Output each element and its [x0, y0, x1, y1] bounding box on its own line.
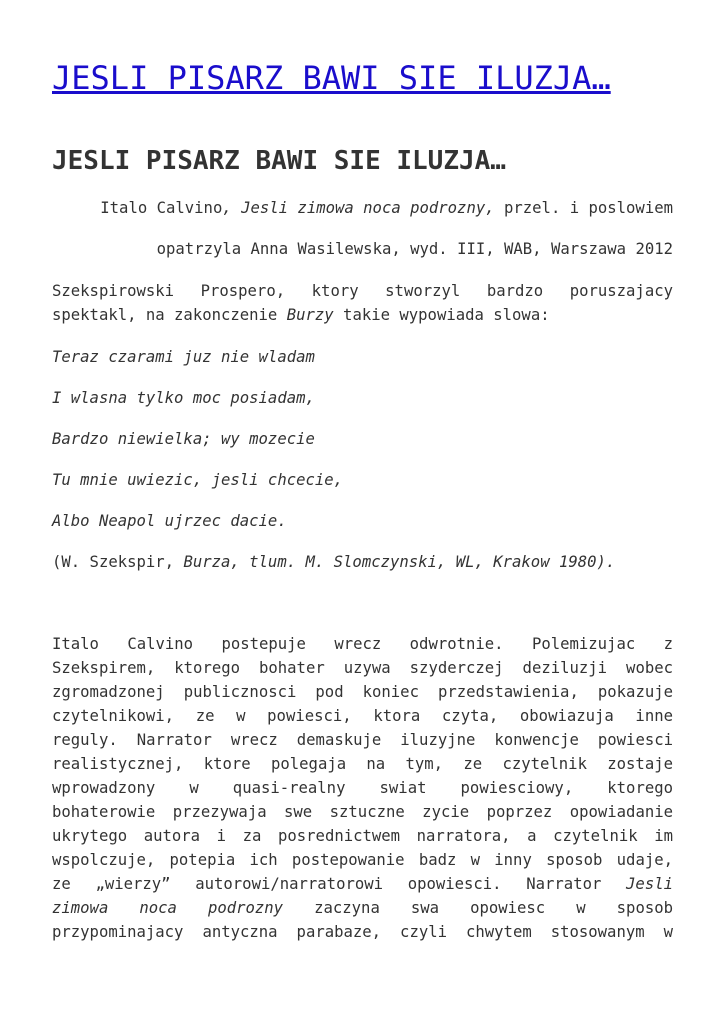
body-line: reguly. Narrator wrecz demaskuje iluzyjne konwencje powiesci: [52, 731, 673, 749]
verse-line-1: Teraz czarami juz nie wladam: [52, 348, 315, 366]
citation-book-title: , Jesli zimowa noca podrozny,: [222, 199, 495, 217]
body-line: ukrytego autora i za posrednictwem narratora, a czytelnik im: [52, 827, 673, 845]
verse-line: [52, 345, 673, 369]
verse-line: [52, 427, 673, 451]
citation-line-2: opatrzyla Anna Wasilewska, wyd. III, WAB, Warszawa 2012: [156, 240, 673, 258]
verse-line-3: Bardzo niewielka; wy mozecie: [52, 430, 315, 448]
citation-line-1: [52, 196, 673, 220]
body-line: wprowadzony w quasi-realny swiat powiesciowy, ktorego: [52, 779, 673, 797]
verse-line: [52, 468, 673, 492]
intro-text: spektakl, na zakonczenie: [52, 306, 287, 324]
body-line: Szekspirem, ktorego bohater uzywa szyderczej deziluzji wobec: [52, 659, 673, 677]
citation-author: Italo Calvino: [100, 199, 223, 217]
body-line: Italo Calvino postepuje wrecz odwrotnie. Polemizujac z: [52, 635, 673, 653]
body-line-11-title: Jesli: [626, 875, 673, 893]
verse-source: [52, 550, 673, 574]
intro-play-title: Burzy: [286, 306, 334, 324]
intro-line-1: Szekspirowski Prospero, ktory stworzyl bardzo poruszajacy: [52, 282, 673, 300]
body-line: [52, 896, 673, 920]
body-line: realistycznej, ktore polegaja na tym, ze czytelnik zostaje: [52, 755, 673, 773]
body-line: zgromadzonej publicznosci pod koniec przedstawienia, pokazuje: [52, 683, 673, 701]
body-line: bohaterowie przezywaja swe sztuczne zycie poprzez opowiadanie: [52, 803, 673, 821]
body-line-12-text: zaczyna swa opowiesc w sposob: [283, 899, 673, 917]
body-line-12-title: zimowa noca podrozny: [52, 899, 284, 917]
verse-source-author: (W. Szekspir,: [52, 553, 184, 571]
verse-line: [52, 509, 673, 533]
intro-text-end: takie wypowiada slowa:: [333, 306, 550, 324]
verse-line: [52, 386, 673, 410]
verse-line-5: Albo Neapol ujrzec dacie.: [52, 512, 287, 530]
intro-line-2: [52, 303, 673, 327]
body-line-11-text: ze „wierzy” autorowi/narratorowi opowiesci. Narrator: [52, 875, 627, 893]
verse-line-4: Tu mnie uwiezic, jesli chcecie,: [52, 471, 344, 489]
body-line: przypominajacy antyczna parabaze, czyli chwytem stosowanym w: [52, 923, 673, 941]
article-title-link[interactable]: JESLI PISARZ BAWI SIE ILUZJA…: [52, 59, 611, 97]
citation-translation: przel. i poslowiem: [494, 199, 673, 217]
verse-line-2: I wlasna tylko moc posiadam,: [52, 389, 315, 407]
article-heading: JESLI PISARZ BAWI SIE ILUZJA…: [52, 146, 506, 176]
body-line: [52, 872, 673, 896]
body-line: czytelnikowi, ze w powiesci, ktora czyta, obowiazuja inne: [52, 707, 673, 725]
verse-source-title: Burza, tlum. M. Slomczynski, WL, Krakow 1980).: [183, 553, 616, 571]
body-line: wspolczuje, potepia ich postepowanie badz w inny sposob udaje,: [52, 851, 673, 869]
